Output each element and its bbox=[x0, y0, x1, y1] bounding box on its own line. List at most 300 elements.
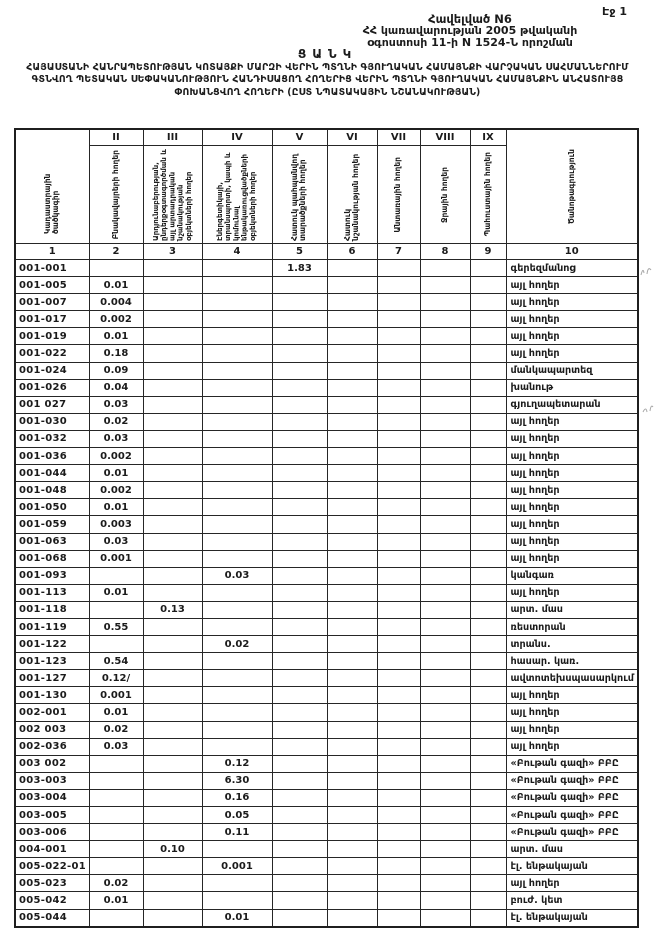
cell-cadastral-code: 001 027 bbox=[15, 396, 89, 413]
cell-area-value bbox=[272, 482, 327, 499]
table-body bbox=[15, 260, 638, 927]
table-row bbox=[15, 413, 638, 430]
cell-area-value bbox=[143, 465, 202, 482]
cell-area-value bbox=[327, 413, 377, 430]
cell-area-value bbox=[143, 875, 202, 892]
cell-area-value bbox=[377, 345, 420, 362]
cell-area-value: 0.12/ bbox=[89, 670, 143, 687]
cell-area-value bbox=[143, 328, 202, 345]
cell-area-value bbox=[202, 704, 272, 721]
cell-area-value bbox=[327, 584, 377, 601]
cell-area-value bbox=[377, 362, 420, 379]
cell-area-value bbox=[377, 704, 420, 721]
cell-area-value bbox=[143, 379, 202, 396]
cell-area-value bbox=[377, 482, 420, 499]
roman-IX: IX bbox=[470, 129, 506, 146]
cell-cadastral-code: 001-127 bbox=[15, 670, 89, 687]
cell-area-value bbox=[272, 772, 327, 789]
cell-area-value bbox=[420, 465, 470, 482]
cell-cadastral-code: 001-001 bbox=[15, 260, 89, 277]
cell-area-value bbox=[327, 465, 377, 482]
cell-area-value bbox=[143, 704, 202, 721]
cell-area-value bbox=[143, 430, 202, 447]
cell-area-value bbox=[202, 294, 272, 311]
cell-area-value bbox=[377, 772, 420, 789]
cell-area-value bbox=[377, 396, 420, 413]
cell-area-value bbox=[143, 618, 202, 635]
cell-area-value bbox=[420, 533, 470, 550]
cell-note: այլ հողեր bbox=[506, 499, 638, 516]
cell-area-value bbox=[470, 465, 506, 482]
cell-area-value bbox=[89, 636, 143, 653]
roman-VIII: VIII bbox=[420, 129, 470, 146]
cell-area-value: 0.18 bbox=[89, 345, 143, 362]
cell-area-value bbox=[327, 277, 377, 294]
cell-note: այլ հողեր bbox=[506, 584, 638, 601]
cell-area-value bbox=[272, 499, 327, 516]
cell-area-value bbox=[470, 430, 506, 447]
cell-area-value bbox=[420, 892, 470, 909]
cell-note: արտ. մաս bbox=[506, 841, 638, 858]
table-row bbox=[15, 875, 638, 892]
cell-area-value bbox=[377, 841, 420, 858]
cell-area-value bbox=[327, 687, 377, 704]
cell-area-value bbox=[143, 533, 202, 550]
cell-area-value bbox=[377, 875, 420, 892]
cell-area-value bbox=[327, 772, 377, 789]
cell-area-value bbox=[272, 738, 327, 755]
cell-area-value bbox=[143, 772, 202, 789]
cell-area-value bbox=[327, 841, 377, 858]
cell-area-value: 0.04 bbox=[89, 379, 143, 396]
cell-cadastral-code: 005-023 bbox=[15, 875, 89, 892]
cell-area-value bbox=[377, 636, 420, 653]
cell-area-value: 1.83 bbox=[272, 260, 327, 277]
cell-area-value bbox=[143, 807, 202, 824]
cell-area-value bbox=[89, 260, 143, 277]
cell-area-value bbox=[89, 909, 143, 927]
cell-area-value bbox=[202, 260, 272, 277]
cell-cadastral-code: 001-063 bbox=[15, 533, 89, 550]
cell-cadastral-code: 001-093 bbox=[15, 567, 89, 584]
cell-area-value: 0.003 bbox=[89, 516, 143, 533]
cell-note: գերեզմանոց bbox=[506, 260, 638, 277]
cell-area-value bbox=[377, 499, 420, 516]
cell-area-value: 6.30 bbox=[202, 772, 272, 789]
cell-area-value: 0.001 bbox=[89, 687, 143, 704]
table-row bbox=[15, 260, 638, 277]
cell-area-value bbox=[143, 413, 202, 430]
cell-note: հասար. կառ. bbox=[506, 653, 638, 670]
cell-area-value bbox=[202, 482, 272, 499]
cell-area-value bbox=[470, 909, 506, 927]
cell-area-value bbox=[89, 601, 143, 618]
cell-area-value bbox=[272, 892, 327, 909]
cell-note: այլ հողեր bbox=[506, 277, 638, 294]
cell-area-value bbox=[420, 311, 470, 328]
cell-area-value bbox=[420, 499, 470, 516]
cell-area-value bbox=[202, 892, 272, 909]
cell-area-value bbox=[470, 362, 506, 379]
cell-area-value bbox=[327, 396, 377, 413]
cell-area-value bbox=[272, 396, 327, 413]
cell-note: այլ հողեր bbox=[506, 482, 638, 499]
cell-area-value: 0.05 bbox=[202, 807, 272, 824]
cell-area-value bbox=[470, 755, 506, 772]
cell-area-value: 0.01 bbox=[89, 328, 143, 345]
cell-note: տրանս. bbox=[506, 636, 638, 653]
cell-area-value bbox=[272, 721, 327, 738]
cell-area-value bbox=[272, 294, 327, 311]
cell-note: ռեստորան bbox=[506, 618, 638, 635]
cell-area-value bbox=[143, 516, 202, 533]
table-row bbox=[15, 482, 638, 499]
table-row bbox=[15, 584, 638, 601]
cell-area-value: 0.03 bbox=[89, 738, 143, 755]
cell-cadastral-code: 005-044 bbox=[15, 909, 89, 927]
cell-area-value: 0.16 bbox=[202, 789, 272, 806]
cell-area-value bbox=[143, 824, 202, 841]
cell-note: այլ հողեր bbox=[506, 465, 638, 482]
cell-area-value bbox=[327, 550, 377, 567]
cell-area-value bbox=[470, 618, 506, 635]
land-transfer-table bbox=[14, 128, 639, 928]
cell-area-value bbox=[272, 362, 327, 379]
colnum-4: 4 bbox=[202, 244, 272, 260]
cell-note: այլ հողեր bbox=[506, 294, 638, 311]
cell-area-value bbox=[470, 636, 506, 653]
colnum-2: 2 bbox=[89, 244, 143, 260]
cell-area-value bbox=[377, 909, 420, 927]
cell-area-value bbox=[202, 277, 272, 294]
cell-area-value bbox=[272, 841, 327, 858]
cell-area-value bbox=[272, 533, 327, 550]
cell-area-value bbox=[470, 482, 506, 499]
cell-note: այլ հողեր bbox=[506, 430, 638, 447]
cell-area-value bbox=[377, 516, 420, 533]
roman-numeral-row bbox=[15, 129, 638, 146]
cell-area-value bbox=[377, 260, 420, 277]
cell-area-value bbox=[420, 260, 470, 277]
cell-area-value bbox=[377, 618, 420, 635]
cell-area-value bbox=[202, 533, 272, 550]
cell-note: մանկապարտեզ bbox=[506, 362, 638, 379]
cell-area-value bbox=[202, 550, 272, 567]
roman-VI: VI bbox=[327, 129, 377, 146]
header-cadastral-code-label: Կադաստրային ծածկագիր bbox=[43, 173, 61, 234]
table-row bbox=[15, 294, 638, 311]
cell-area-value: 0.55 bbox=[89, 618, 143, 635]
header-industrial-lands: Արդյունաբերության, ընդերքօգտագործման և այլ արտադրական նշանակության օբյեկտների հողեր bbox=[143, 146, 202, 244]
cell-area-value bbox=[470, 379, 506, 396]
header-note bbox=[506, 129, 638, 244]
cell-area-value bbox=[272, 789, 327, 806]
table-row bbox=[15, 841, 638, 858]
cell-cadastral-code: 001-030 bbox=[15, 413, 89, 430]
cell-note: գյուղապետարան bbox=[506, 396, 638, 413]
cell-area-value bbox=[272, 687, 327, 704]
cell-area-value bbox=[202, 499, 272, 516]
cell-area-value bbox=[272, 413, 327, 430]
cell-area-value bbox=[377, 584, 420, 601]
cell-cadastral-code: 001-044 bbox=[15, 465, 89, 482]
cell-area-value: 0.01 bbox=[89, 584, 143, 601]
cell-area-value bbox=[272, 653, 327, 670]
table-row bbox=[15, 618, 638, 635]
cell-note: էլ. ենթակայան bbox=[506, 858, 638, 875]
cell-area-value bbox=[327, 789, 377, 806]
header-note-label: Ծանոթագրություն bbox=[566, 148, 576, 225]
table-row bbox=[15, 824, 638, 841]
cell-area-value bbox=[470, 584, 506, 601]
cell-area-value bbox=[327, 738, 377, 755]
cell-area-value bbox=[89, 567, 143, 584]
cell-area-value bbox=[377, 465, 420, 482]
cell-cadastral-code: 001-119 bbox=[15, 618, 89, 635]
table-row bbox=[15, 567, 638, 584]
cell-area-value bbox=[202, 362, 272, 379]
header-forest-lands: Անտառային հողեր bbox=[377, 146, 420, 244]
table-row bbox=[15, 362, 638, 379]
cell-area-value bbox=[202, 687, 272, 704]
cell-area-value bbox=[327, 533, 377, 550]
cell-area-value: 0.03 bbox=[89, 396, 143, 413]
cell-area-value bbox=[202, 670, 272, 687]
cell-area-value bbox=[420, 362, 470, 379]
cell-area-value bbox=[143, 653, 202, 670]
cell-area-value: 0.02 bbox=[89, 875, 143, 892]
header-cadastral-code bbox=[15, 129, 89, 244]
cell-area-value: 0.001 bbox=[202, 858, 272, 875]
cell-area-value: 0.01 bbox=[89, 499, 143, 516]
cell-area-value: 0.01 bbox=[89, 465, 143, 482]
cell-area-value bbox=[327, 328, 377, 345]
cell-cadastral-code: 002-036 bbox=[15, 738, 89, 755]
cell-area-value bbox=[202, 328, 272, 345]
cell-area-value bbox=[470, 807, 506, 824]
cell-cadastral-code: 001-005 bbox=[15, 277, 89, 294]
cell-area-value bbox=[420, 584, 470, 601]
cell-cadastral-code: 001-032 bbox=[15, 430, 89, 447]
list-word: ՑԱՆԿ bbox=[297, 47, 358, 61]
cell-cadastral-code: 001-118 bbox=[15, 601, 89, 618]
cell-area-value bbox=[143, 567, 202, 584]
cell-area-value: 0.01 bbox=[202, 909, 272, 927]
cell-cadastral-code: 001-123 bbox=[15, 653, 89, 670]
cell-area-value bbox=[377, 653, 420, 670]
table-row bbox=[15, 772, 638, 789]
cell-area-value bbox=[327, 362, 377, 379]
cell-area-value bbox=[327, 430, 377, 447]
table-row bbox=[15, 892, 638, 909]
table-row bbox=[15, 311, 638, 328]
cell-cadastral-code: 002 003 bbox=[15, 721, 89, 738]
cell-area-value bbox=[420, 567, 470, 584]
cell-area-value bbox=[143, 448, 202, 465]
cell-area-value bbox=[420, 294, 470, 311]
cell-area-value bbox=[272, 567, 327, 584]
cell-area-value bbox=[377, 755, 420, 772]
cell-area-value bbox=[327, 499, 377, 516]
header-settlement-lands: Բնակավայրերի հողեր bbox=[89, 146, 143, 244]
cell-area-value: 0.002 bbox=[89, 311, 143, 328]
cell-area-value bbox=[327, 824, 377, 841]
cell-area-value bbox=[327, 721, 377, 738]
cell-area-value bbox=[202, 465, 272, 482]
table-row bbox=[15, 328, 638, 345]
cell-area-value bbox=[89, 824, 143, 841]
cell-note: «Բութան գազի» ԲԲԸ bbox=[506, 755, 638, 772]
cell-area-value bbox=[470, 260, 506, 277]
table-row bbox=[15, 550, 638, 567]
cell-note: այլ հողեր bbox=[506, 721, 638, 738]
cell-area-value bbox=[470, 858, 506, 875]
cell-area-value bbox=[272, 448, 327, 465]
cell-area-value bbox=[143, 550, 202, 567]
cell-area-value bbox=[420, 277, 470, 294]
cell-area-value bbox=[420, 824, 470, 841]
cell-area-value bbox=[420, 448, 470, 465]
table-row bbox=[15, 277, 638, 294]
cell-area-value bbox=[420, 841, 470, 858]
table-row bbox=[15, 738, 638, 755]
cell-cadastral-code: 001-026 bbox=[15, 379, 89, 396]
cell-area-value: 0.01 bbox=[89, 704, 143, 721]
header-energy-transport-lands: Էներգետիկայի, տրանսպորտի, կապի և կոմունալ ենթակառուցվածքների օբյեկտների հողեր bbox=[202, 146, 272, 244]
cell-area-value bbox=[143, 670, 202, 687]
cell-area-value bbox=[377, 670, 420, 687]
cell-area-value bbox=[143, 311, 202, 328]
table-row bbox=[15, 601, 638, 618]
cell-note: այլ հողեր bbox=[506, 533, 638, 550]
cell-cadastral-code: 004-001 bbox=[15, 841, 89, 858]
cell-area-value bbox=[470, 277, 506, 294]
cell-area-value bbox=[377, 430, 420, 447]
cell-area-value bbox=[202, 584, 272, 601]
cell-area-value bbox=[327, 653, 377, 670]
cell-note: այլ հողեր bbox=[506, 311, 638, 328]
cell-area-value bbox=[327, 379, 377, 396]
cell-area-value bbox=[377, 328, 420, 345]
cell-area-value: 0.01 bbox=[89, 277, 143, 294]
cell-area-value bbox=[470, 789, 506, 806]
cell-area-value bbox=[143, 738, 202, 755]
cell-area-value bbox=[420, 516, 470, 533]
colnum-9: 9 bbox=[470, 244, 506, 260]
cell-cadastral-code: 001-022 bbox=[15, 345, 89, 362]
table-row bbox=[15, 533, 638, 550]
cell-area-value: 0.02 bbox=[202, 636, 272, 653]
cell-area-value bbox=[202, 345, 272, 362]
table-row bbox=[15, 670, 638, 687]
cell-area-value bbox=[377, 858, 420, 875]
cell-area-value bbox=[420, 738, 470, 755]
cell-area-value bbox=[470, 824, 506, 841]
cell-area-value bbox=[420, 858, 470, 875]
cell-area-value bbox=[202, 875, 272, 892]
cell-area-value bbox=[327, 601, 377, 618]
table-row bbox=[15, 345, 638, 362]
cell-area-value bbox=[327, 516, 377, 533]
cell-area-value bbox=[470, 653, 506, 670]
cell-area-value bbox=[470, 413, 506, 430]
cell-area-value: 0.03 bbox=[89, 430, 143, 447]
cell-area-value bbox=[272, 584, 327, 601]
cell-area-value bbox=[143, 294, 202, 311]
cell-cadastral-code: 001-024 bbox=[15, 362, 89, 379]
table-row bbox=[15, 379, 638, 396]
cell-area-value bbox=[327, 755, 377, 772]
column-number-row bbox=[15, 244, 638, 260]
cell-area-value bbox=[143, 909, 202, 927]
colnum-3: 3 bbox=[143, 244, 202, 260]
cell-cadastral-code: 005-022-01 bbox=[15, 858, 89, 875]
cell-note: բուժ. կետ bbox=[506, 892, 638, 909]
cell-cadastral-code: 003-004 bbox=[15, 789, 89, 806]
cell-area-value bbox=[377, 738, 420, 755]
cell-note: էլ. ենթակայան bbox=[506, 909, 638, 927]
cell-note: «Բութան գազի» ԲԲԸ bbox=[506, 824, 638, 841]
cell-area-value bbox=[202, 448, 272, 465]
cell-area-value: 0.09 bbox=[89, 362, 143, 379]
cell-note: այլ հողեր bbox=[506, 875, 638, 892]
cell-area-value bbox=[470, 670, 506, 687]
cell-area-value: 0.13 bbox=[143, 601, 202, 618]
cell-area-value bbox=[420, 636, 470, 653]
cell-area-value bbox=[272, 858, 327, 875]
cell-area-value bbox=[143, 636, 202, 653]
cell-area-value bbox=[420, 789, 470, 806]
cell-area-value bbox=[272, 601, 327, 618]
cell-cadastral-code: 001-007 bbox=[15, 294, 89, 311]
cell-area-value bbox=[470, 499, 506, 516]
table-row bbox=[15, 858, 638, 875]
roman-VII: VII bbox=[377, 129, 420, 146]
table-row bbox=[15, 789, 638, 806]
cell-area-value: 0.004 bbox=[89, 294, 143, 311]
cell-area-value bbox=[420, 550, 470, 567]
cell-note: կանգառ bbox=[506, 567, 638, 584]
cell-area-value bbox=[420, 653, 470, 670]
header-protected-area-lands: Հատուկ պահպանվող տարածքների հողեր bbox=[272, 146, 327, 244]
cell-note: այլ հողեր bbox=[506, 550, 638, 567]
cell-area-value bbox=[420, 807, 470, 824]
cell-area-value bbox=[377, 413, 420, 430]
cell-area-value bbox=[272, 670, 327, 687]
cell-area-value bbox=[272, 345, 327, 362]
table-row bbox=[15, 516, 638, 533]
cell-area-value bbox=[470, 328, 506, 345]
roman-V: V bbox=[272, 129, 327, 146]
cell-area-value bbox=[272, 807, 327, 824]
cell-area-value bbox=[420, 482, 470, 499]
cell-area-value bbox=[327, 448, 377, 465]
cell-note: այլ հողեր bbox=[506, 516, 638, 533]
cell-area-value bbox=[272, 755, 327, 772]
cell-area-value bbox=[377, 807, 420, 824]
header-water-lands: Ջրային հողեր bbox=[420, 146, 470, 244]
cell-cadastral-code: 001-113 bbox=[15, 584, 89, 601]
cell-cadastral-code: 001-059 bbox=[15, 516, 89, 533]
cell-area-value bbox=[143, 260, 202, 277]
cell-area-value bbox=[420, 687, 470, 704]
table-row bbox=[15, 704, 638, 721]
cell-area-value bbox=[327, 567, 377, 584]
cell-area-value bbox=[377, 379, 420, 396]
appendix-line3: օգոստոսի 11-ի N 1524-Ն որոշման bbox=[367, 36, 573, 49]
cell-cadastral-code: 005-042 bbox=[15, 892, 89, 909]
header-special-purpose-lands: Հատուկ նշանակության հողեր bbox=[327, 146, 377, 244]
